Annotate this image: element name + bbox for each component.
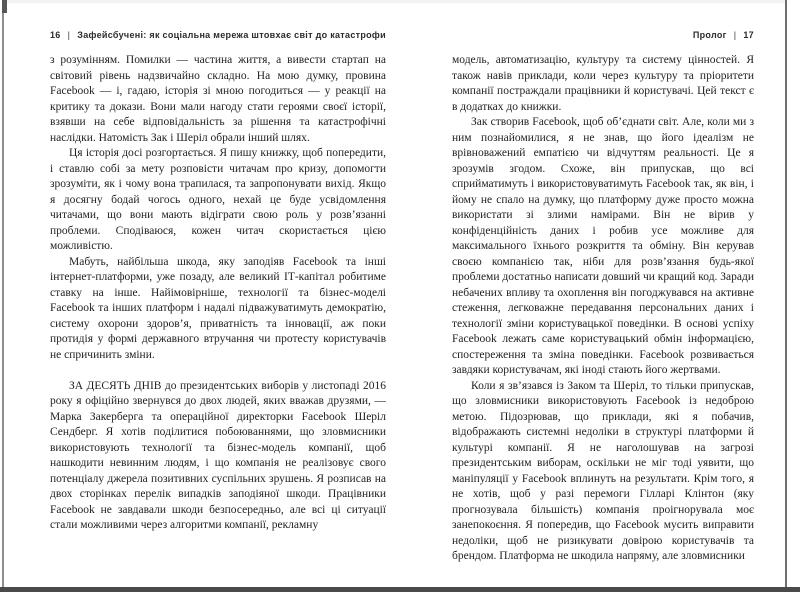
header-separator: |	[67, 30, 71, 40]
page-number: 16	[50, 30, 61, 40]
left-page	[50, 30, 386, 582]
scan-edge-bottom	[0, 587, 800, 592]
page-number: 17	[743, 30, 754, 40]
paragraph: Коли я зв’язався із Заком та Шеріл, то тільки припускав, що зловмисники використовують Facebook із недоброю метою. Підозрював, що приклади, які я побачив, відображають системні недоліки в структурі платформи й культурі компанії. Я не наголошував на загрозі президентським виборам, оскільки не міг тоді уявити, що маніпуляції у Facebook вплинуть на результати. Крім того, я не хотів, щоб у разі перемоги Гілларі Клінтон (яку прогнозувала більшість) компанія проігнорувала моє занепокоєння. Я попередив, що Facebook мусить виправити недоліки, щоб не ризикувати довірою користувачів та брендом. Платформа не шкодила напряму, але зловмисники	[452, 379, 754, 562]
paragraph: модель, автоматизацію, культуру та систему цінностей. Я також навів приклади, коли через культуру та пріоритети компанії постраждали працівники й користувачі. Цей текст є в додатках до книжки.	[452, 54, 754, 113]
book-title: Зафейсбучені: як соціальна мережа штовхає світ до катастрофи	[77, 30, 386, 40]
running-head-right	[452, 30, 754, 40]
paragraph: з розумінням. Помилки — частина життя, а вивести стартап на світовий рівень надзвичайно складно. На мою думку, провина Facebook — і, гадаю, історія зі мною погодиться — у реакції на критику та докази. Вони мали нагоду стати героями своєї історії, взявши на себе відповідальність за рішення та катастрофічні наслідки. Натомість Зак і Шеріл обрали інший шлях.	[50, 54, 386, 144]
paragraph: Ця історія досі розгортається. Я пишу книжку, щоб попередити, і ставлю собі за мету розповісти читачам про кризу, допомогти зрозуміти, як і чому вона трапилася, та запропонувати вихід. Якщо я досягну бодай чогось одного, нехай це буде усвідомлення читачами, що вони мають відіграти свою роль у розв’язанні проблеми. Сподіваюся, кожен читач скористається цією можливістю.	[50, 147, 386, 252]
paragraph-section-start: ЗА ДЕСЯТЬ ДНІВ до президентських виборів у листопаді 2016 року я офіційно звернувся до двох людей, яких вважав друзями, — Марка Закерберга та операційної директорки Facebook Шеріл Сендберг. Я хотів поділитися побоюваннями, що зловмисники використовують технології та бізнес-модель компанії, щоб нашкодити невинним людям, і що компанія не реалізовує свого потенціалу джерела позитивних суспільних зрушень. Я розписав на двох сторінках перелік випадків заподіяної шкоди. Працівники Facebook не завдавали шкоди безпосередньо, але всі ці ситуації стали можливими через алгоритми компанії, рекламну	[50, 379, 386, 531]
right-page	[452, 30, 754, 582]
scan-edge-top	[2, 0, 786, 3]
scan-edge-left	[2, 0, 4, 589]
scan-edge-right	[785, 0, 787, 589]
paragraph: Зак створив Facebook, щоб об’єднати світ. Але, коли ми з ним познайомилися, я не знав, що його ідеалізм не врівноважений емпатією чи відчуттям реальності. Це я зрозумів згодом. Схоже, він припускав, що всі сприйматимуть і використовуватимуть Facebook так, як він, і йому не спало на думку, що платформу дуже просто можна використати зі злими намірами. Він не вірив у конфіденційність даних і робив усе можливе для максимального їхнього розкриття та обміну. Він керував своєю компанією так, ніби для розв’язання будь-якої проблеми достатньо написати довший чи кращий код. Заради небачених впливу та охоплення він погоджувався на активне стеження, легковажне передавання персональних даних і технології зміни користувацької поведінки. В основі успіху Facebook лежать саме користувацький обмін інформацією, спостереження та зміна поведінки. Facebook розвивається завдяки користувачам, які іноді стають його жертвами.	[452, 116, 754, 376]
right-page-body	[452, 53, 754, 565]
header-separator: |	[733, 30, 737, 40]
left-page-body	[50, 53, 386, 534]
scan-corner-mark	[2, 0, 7, 13]
running-head-left	[50, 30, 386, 40]
paragraph: Мабуть, найбільша шкода, яку заподіяв Facebook та інші інтернет-платформи, уже позаду, але великий ІТ-капітал робитиме ставку на інше. Найімовірніше, технології та бізнес-моделі Facebook та інших платформ і надалі підважуватимуть демократію, систему охорони здоров’я, приватність та інновації, аж поки протидія у формі державного втручання чи протесту користувачів не спричинить зміни.	[50, 255, 386, 361]
chapter-title: Пролог	[692, 30, 727, 40]
